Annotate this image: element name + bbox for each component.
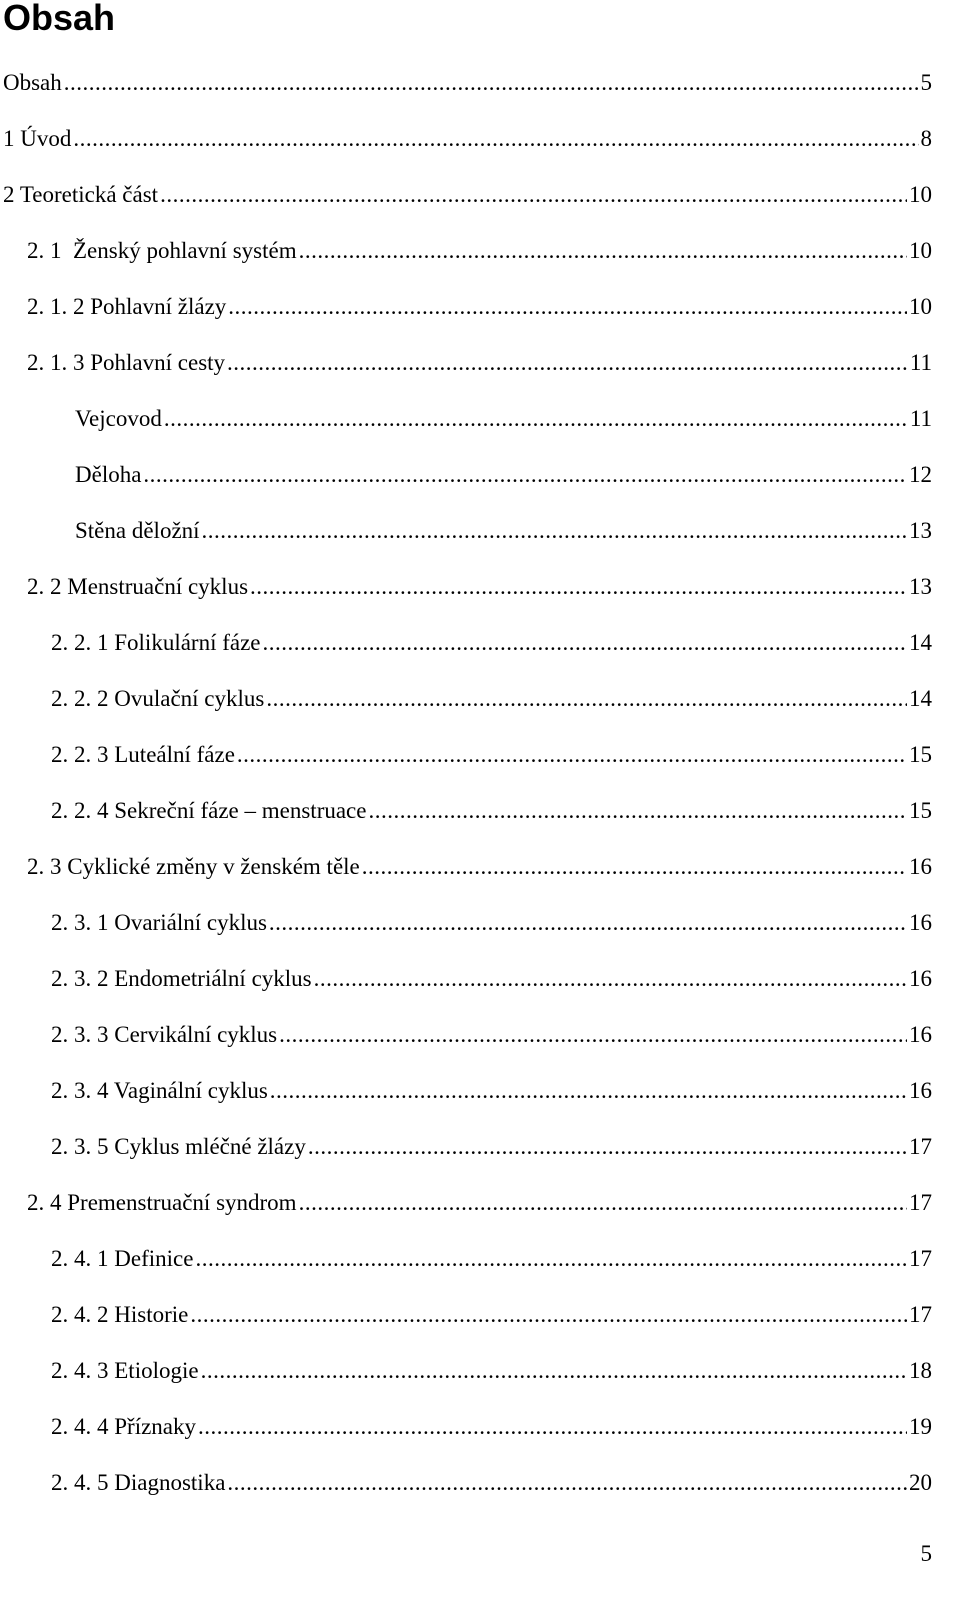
toc-entry[interactable] [75,403,932,435]
toc-entry[interactable] [51,1299,932,1331]
dot-leader [160,179,907,211]
toc-entry-label: 2. 2. 1 Folikulární fáze [51,630,261,655]
dot-leader [164,403,908,435]
toc-entry-page: 16 [909,854,932,879]
toc-entry-label: 2. 3. 2 Endometriální cyklus [51,966,312,991]
toc-entry[interactable] [51,1467,932,1499]
dot-leader [299,1187,907,1219]
dot-leader [228,291,907,323]
toc-entry-page: 14 [909,630,932,655]
toc-entry-label: 2. 2. 2 Ovulační cyklus [51,686,265,711]
toc-entry[interactable] [27,235,932,267]
toc-entry[interactable] [51,963,932,995]
toc-entry[interactable] [27,291,932,323]
toc-entry[interactable] [51,795,932,827]
toc-entry-page: 15 [909,742,932,767]
toc-entry[interactable] [51,1019,932,1051]
toc-entry[interactable] [51,1355,932,1387]
toc-entry-page: 16 [909,1078,932,1103]
toc-entry[interactable] [51,683,932,715]
toc-entry-label: Obsah [3,70,62,95]
toc-entry[interactable] [51,627,932,659]
dot-leader [368,795,907,827]
toc-entry-label: 2. 1. 3 Pohlavní cesty [27,350,226,375]
dot-leader [299,235,907,267]
toc-entry-page: 16 [909,1022,932,1047]
toc-entry-label: 2. 2 Menstruační cyklus [27,574,249,599]
toc-entry[interactable] [75,515,932,547]
dot-leader [266,683,907,715]
toc-entry-page: 16 [909,910,932,935]
dot-leader [227,347,908,379]
toc-entry[interactable] [27,851,932,883]
toc-entry[interactable] [51,1131,932,1163]
dot-leader [237,739,907,771]
dot-leader [362,851,907,883]
toc-entry[interactable] [51,1075,932,1107]
toc-entry-page: 15 [909,798,932,823]
toc-entry-label: 2. 4. 3 Etiologie [51,1358,199,1383]
dot-leader [190,1299,907,1331]
toc-entry-label: 2. 2. 3 Luteální fáze [51,742,235,767]
toc-entry-page: 17 [909,1246,932,1271]
dot-leader [73,123,918,155]
toc-entry-page: 14 [909,686,932,711]
toc-entry-page: 17 [909,1190,932,1215]
toc-entry[interactable] [51,907,932,939]
toc-entry-label: 2. 4. 4 Příznaky [51,1414,197,1439]
dot-leader [269,907,907,939]
toc-entry[interactable] [75,459,932,491]
toc-entry-label: 2. 3 Cyklické změny v ženském těle [27,854,360,879]
dot-leader [263,627,907,659]
toc-entry-label: 2. 3. 5 Cyklus mléčné žlázy [51,1134,306,1159]
toc-entry-page: 13 [909,574,932,599]
toc-entry-label: 2. 4. 5 Diagnostika [51,1470,226,1495]
dot-leader [250,571,907,603]
toc-entry-label: Vejcovod [75,406,162,431]
toc-entry-page: 13 [909,518,932,543]
toc-entry-label: 2. 4. 2 Historie [51,1302,189,1327]
toc-entry-label: 2. 3. 4 Vaginální cyklus [51,1078,268,1103]
toc-entry-label: 2. 3. 1 Ovariální cyklus [51,910,267,935]
dot-leader [202,515,907,547]
page-number: 5 [920,1541,932,1566]
toc-entry-label: Stěna děložní [75,518,200,543]
toc-entry-page: 20 [909,1470,932,1495]
toc-entry[interactable] [3,179,932,211]
toc-entry-label: 2. 4. 1 Definice [51,1246,194,1271]
toc-entry[interactable] [51,1411,932,1443]
toc-entry-page: 5 [920,70,932,95]
dot-leader [270,1075,907,1107]
toc-entry-page: 11 [909,350,932,375]
dot-leader [198,1411,907,1443]
dot-leader [308,1131,907,1163]
toc-entry-page: 16 [909,966,932,991]
toc-entry-label: 2 Teoretická část [3,182,159,207]
dot-leader [279,1019,907,1051]
toc-entry-page: 12 [909,462,932,487]
toc-entry-page: 11 [909,406,932,431]
toc-entry-page: 17 [909,1134,932,1159]
dot-leader [64,67,919,99]
toc-entry-page: 10 [909,294,932,319]
toc-entry[interactable] [27,347,932,379]
toc-entry-label: 2. 1 Ženský pohlavní systém [27,238,297,263]
toc-entry-page: 10 [909,182,932,207]
toc-entry-label: 2. 3. 3 Cervikální cyklus [51,1022,278,1047]
toc-entry[interactable] [51,739,932,771]
dot-leader [201,1355,907,1387]
toc-entry-label: 2. 1. 2 Pohlavní žlázy [27,294,227,319]
toc-entry-label: Děloha [75,462,142,487]
toc-entry-label: 1 Úvod [3,126,72,151]
toc-entry[interactable] [3,67,932,99]
toc-entry[interactable] [51,1243,932,1275]
toc-entry-label: 2. 4 Premenstruační syndrom [27,1190,297,1215]
toc-entry-page: 19 [909,1414,932,1439]
dot-leader [143,459,907,491]
toc-entry[interactable] [27,1187,932,1219]
toc-entry-label: 2. 2. 4 Sekreční fáze – menstruace [51,798,367,823]
page-title: Obsah [3,0,116,38]
toc-entry[interactable] [27,571,932,603]
toc-entry-page: 8 [920,126,932,151]
toc-entry-page: 17 [909,1302,932,1327]
toc-entry-page: 10 [909,238,932,263]
dot-leader [195,1243,907,1275]
toc-entry-page: 18 [909,1358,932,1383]
dot-leader [227,1467,907,1499]
dot-leader [314,963,907,995]
toc-entry[interactable] [3,123,932,155]
